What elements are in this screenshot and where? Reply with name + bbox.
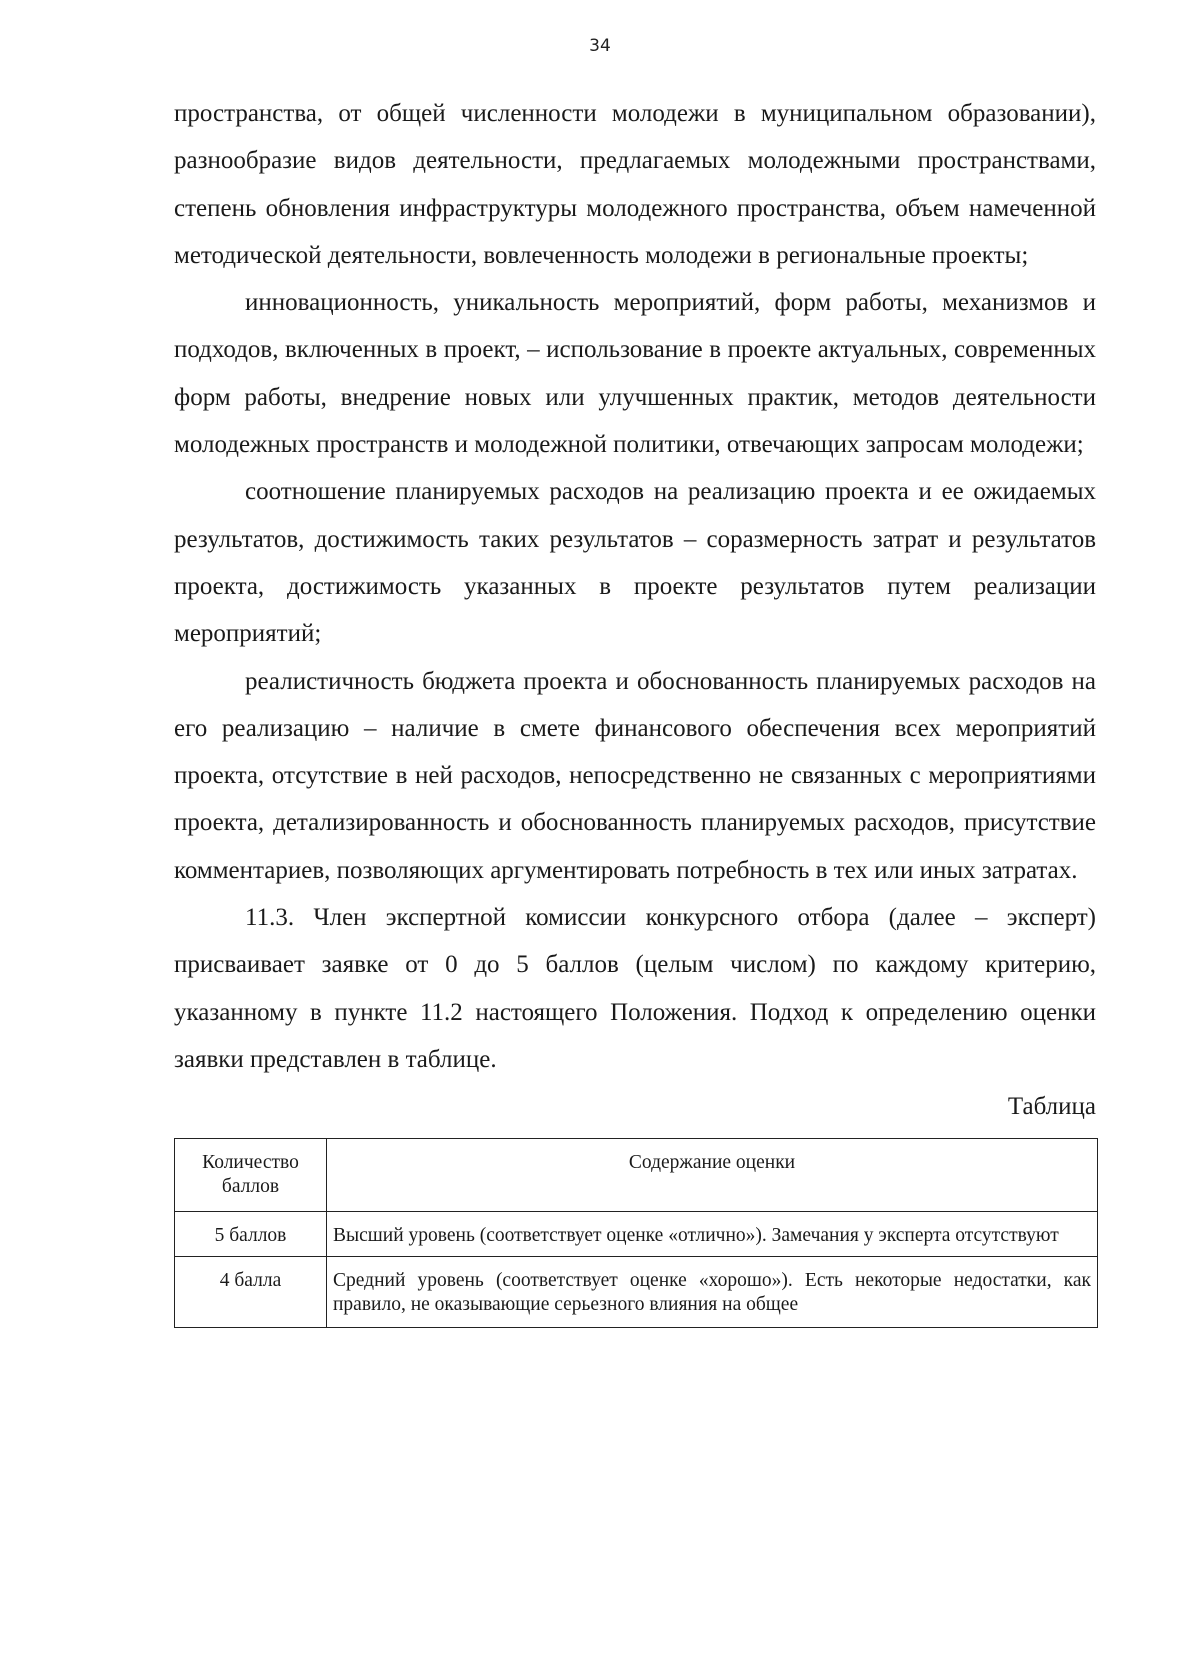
document-body: [174, 90, 1096, 1328]
table-caption: Таблица: [1007, 1093, 1096, 1121]
paragraph-cost-ratio-criterion: соотношение планируемых расходов на реализацию проекта и ее ожидаемых результатов, достижимость таких результатов – соразмерность затрат и результатов проекта, достижимость указанных в проекте результатов путем реализации мероприятий;: [174, 478, 1096, 648]
header-score-count: Количество баллов: [175, 1139, 327, 1212]
score-count-cell: 5 баллов: [175, 1212, 327, 1257]
score-content-text: Средний уровень (соответствует оценке «хорошо»). Есть некоторые недостатки, как правило, не оказывающие серьезного влияния на общее: [333, 1270, 1091, 1316]
paragraph-budget-criterion: реалистичность бюджета проекта и обоснованность планируемых расходов на его реализацию – наличие в смете финансового обеспечения всех мероприятий проекта, отсутствие в ней расходов, непосредственно не связанных с мероприятиями проекта, детализированность и обоснованность планируемых расходов, присутствие комментариев, позволяющих аргументировать потребность в тех или иных затратах.: [174, 667, 1096, 884]
page-number: 34: [589, 36, 611, 56]
score-count-text: 4 балла: [219, 1270, 282, 1292]
paragraph-criteria-continuation: пространства, от общей численности молодежи в муниципальном образовании), разнообразие видов деятельности, предлагаемых молодежными пространствами, степень обновления инфраструктуры молодежного пространства, объем намеченной методической деятельности, вовлеченность молодежи в региональные проекты;: [174, 100, 1096, 269]
score-count-cell: [175, 1257, 327, 1328]
header-score-content: Содержание оценки: [327, 1139, 1098, 1212]
scoring-table: [174, 1138, 1098, 1328]
score-content-cell: [327, 1257, 1098, 1328]
table-row: [175, 1212, 1098, 1257]
paragraph-section-11-3: 11.3. Член экспертной комиссии конкурсного отбора (далее – эксперт) присваивает заявке от 0 до 5 баллов (целым числом) по каждому критерию, указанному в пункте 11.2 настоящего Положения. Подход к определению оценки заявки представлен в таблице.: [174, 904, 1096, 1073]
paragraph-innovation-criterion: инновационность, уникальность мероприятий, форм работы, механизмов и подходов, включенных в проект, – использование в проекте актуальных, современных форм работы, внедрение новых или улучшенных практик, методов деятельности молодежных пространств и молодежной политики, отвечающих запросам молодежи;: [174, 289, 1096, 459]
table-row: [175, 1257, 1098, 1328]
table-header-row: [175, 1139, 1098, 1212]
score-content-cell: Высший уровень (соответствует оценке «отлично»). Замечания у эксперта отсутствуют: [327, 1212, 1098, 1257]
